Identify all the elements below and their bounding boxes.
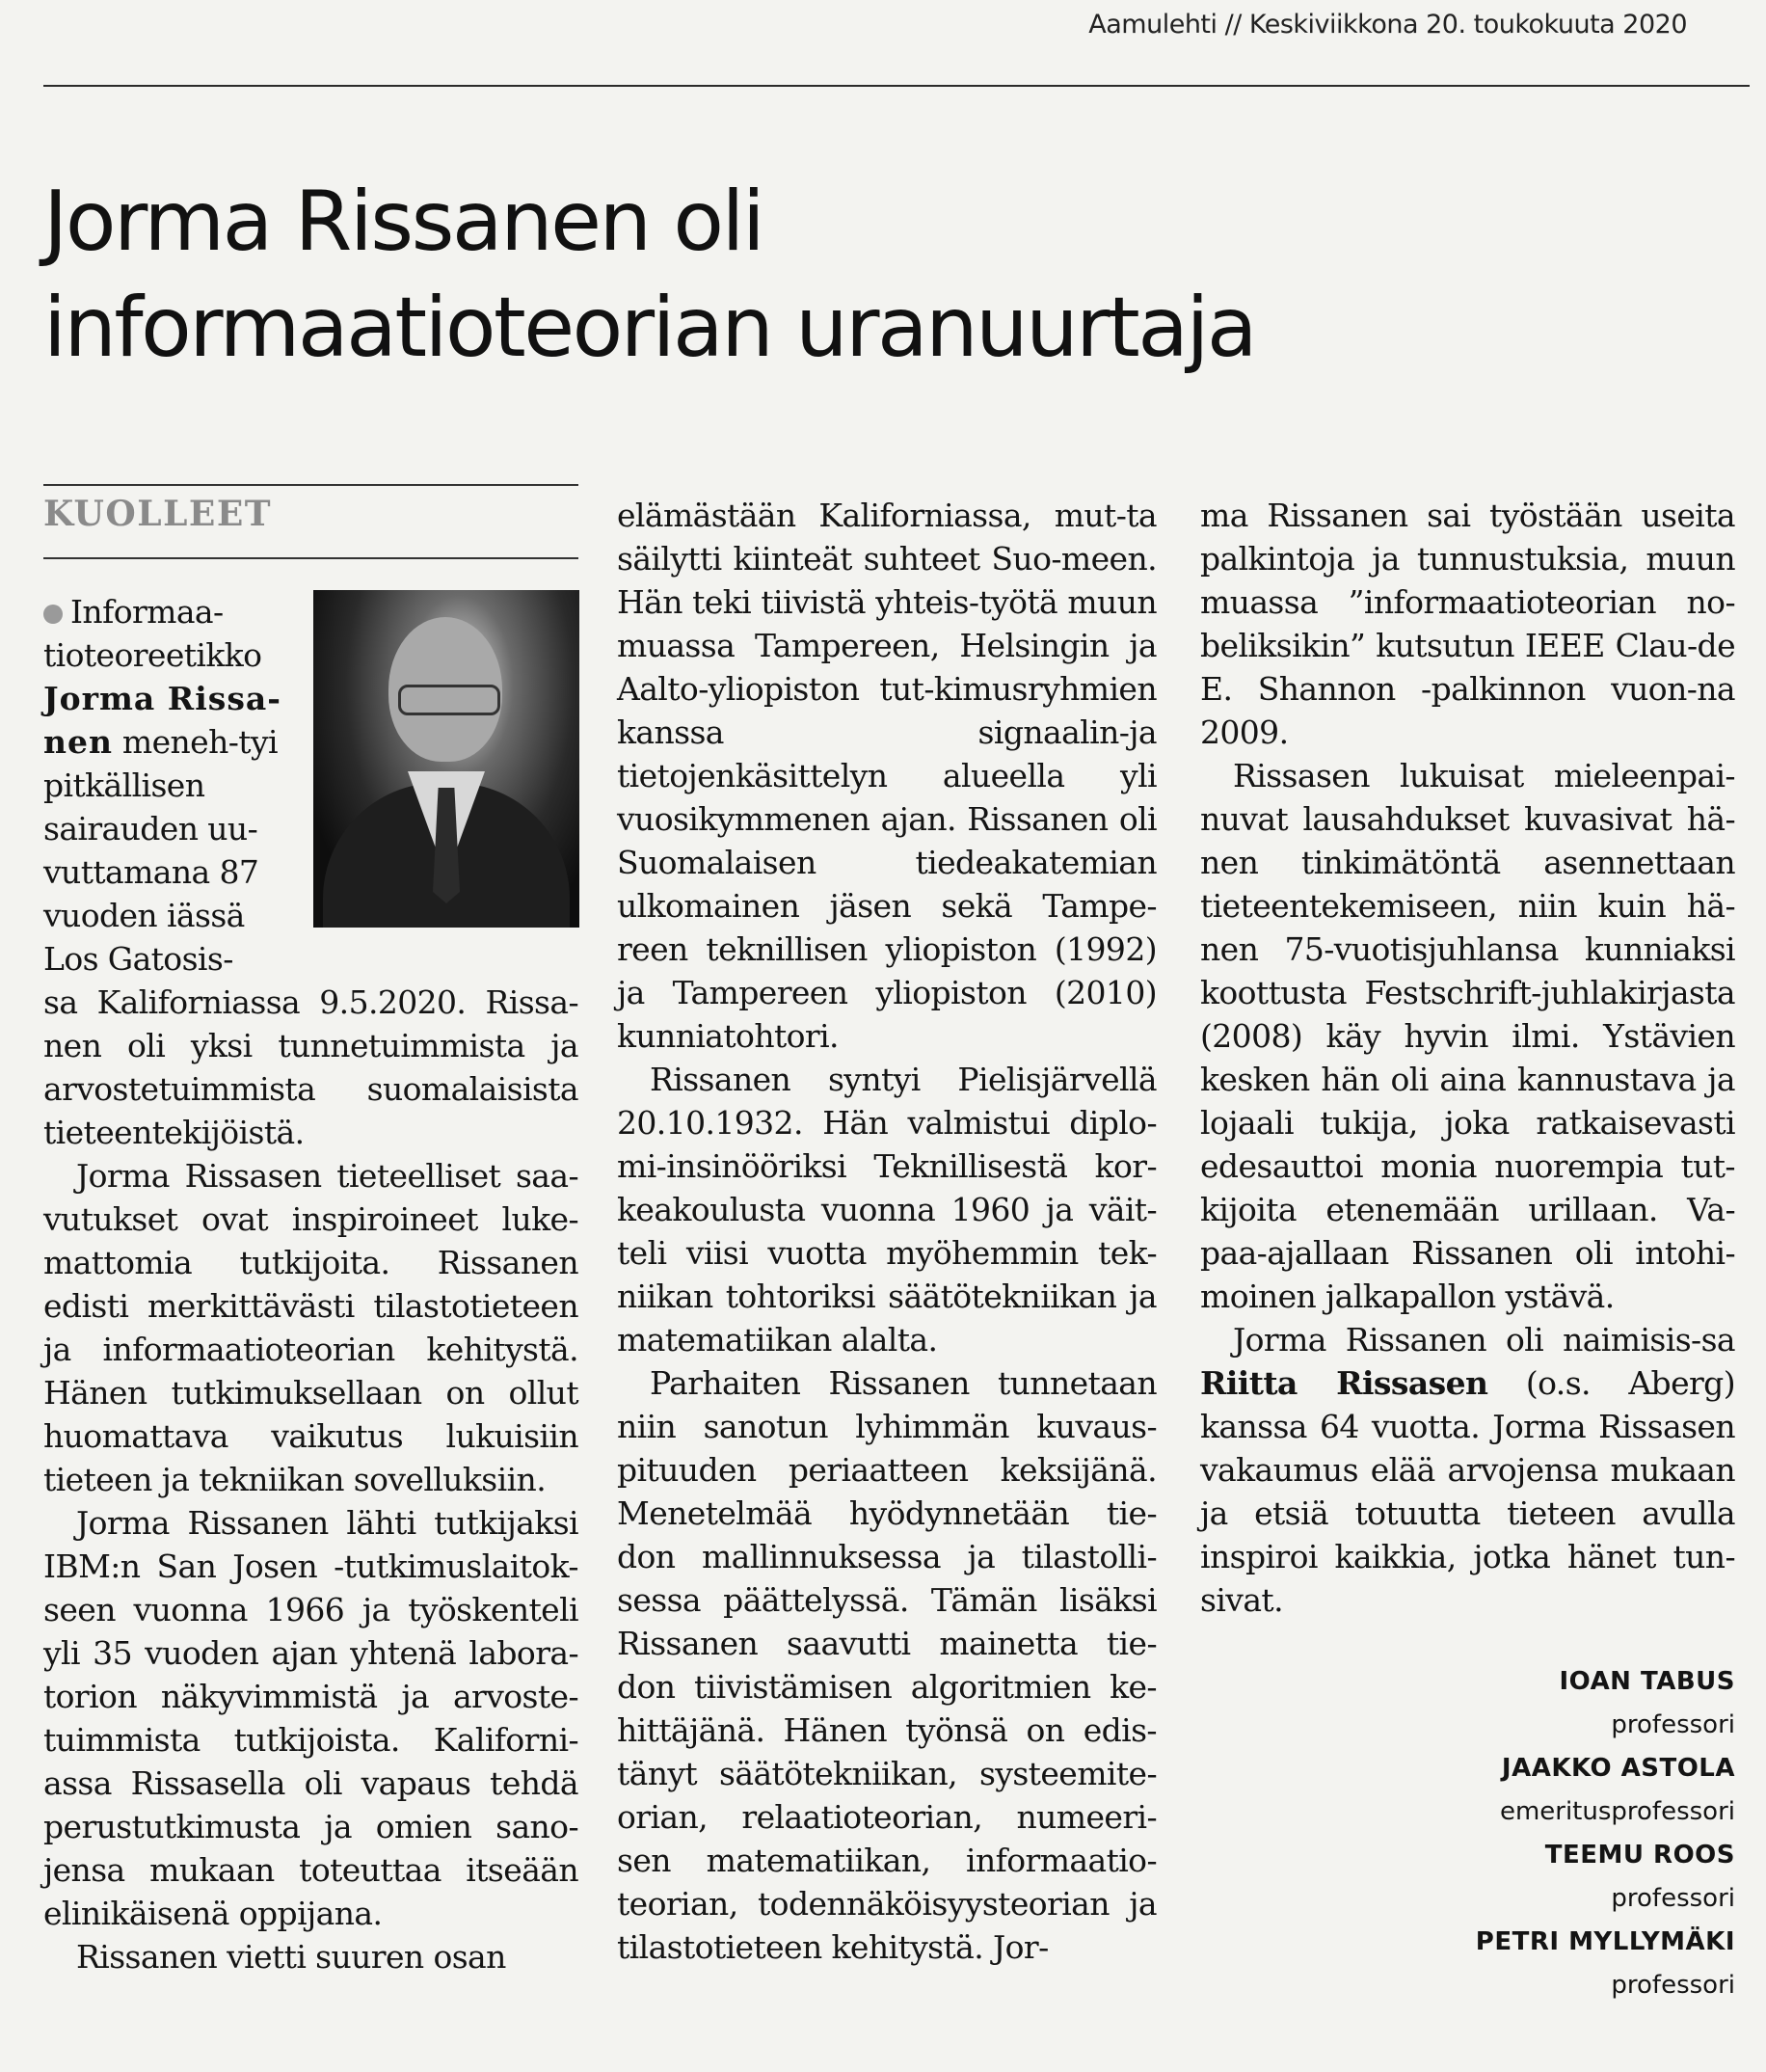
column-3 (1200, 494, 1735, 1622)
lead-name: Jorma Rissa-nen (43, 680, 281, 761)
signature-name: TEEMU ROOS (1544, 1841, 1735, 1870)
column-1 (43, 981, 578, 1978)
column-2 (617, 494, 1157, 1969)
portrait-photo (313, 590, 579, 928)
col3-p3-post: (o.s. Aberg) kanssa 64 vuotta. Jorma Rissasen vakaumus elää arvojensa mukaan ja etsiä totuutta tieteen avulla inspiroi kaikkia, jotka hänet tun-sivat. (1200, 1364, 1735, 1619)
signatures (1253, 1660, 1735, 2007)
col1-p2: Jorma Rissasen tieteelliset saa-vutukset ovat inspiroineet luke-mattomia tutkijoita. Rissanen edisti merkittävästi tilastotieteen ja informaatioteorian kehitystä. Hänen tutkimuksellaan on ollut huomattava vaikutus lukuisiin tieteen ja tekniikan sovelluksiin. (43, 1157, 578, 1498)
col3-p1: ma Rissanen sai työstään useita palkintoja ja tunnustuksia, muun muassa ”informaatioteorian no-beliksikin” kutsutun IEEE Clau-de E. Shannon -palkinnon vuon-na 2009. (1200, 497, 1735, 751)
lead-paragraph (43, 590, 304, 981)
headline-line-2: informaatioteorian uranuurtaja (43, 280, 1256, 376)
photo-glasses (398, 685, 500, 715)
lead-pre: Informaa-tioteoreetikko (43, 593, 262, 674)
section-rule-top (43, 484, 578, 486)
bullet-icon (43, 605, 63, 624)
col2-p1: elämästään Kaliforniassa, mut-ta säilytti kiinteät suhteet Suo-meen. Hän teki tiivistä yhteis-työtä muun muassa Tampereen, Helsingin ja Aalto-yliopiston tut-kimusryhmien kanssa signaalin-ja tietojenkäsittelyn alueella yli vuosikymmenen ajan. Rissanen oli Suomalaisen tiedeakatemian ulkomainen jäsen sekä Tampe-reen teknillisen yliopiston (1992) ja Tampereen yliopiston (2010) kunniatohtori. (617, 497, 1157, 1055)
col1-p4: Rissanen vietti suuren osan (76, 1938, 506, 1976)
signature-title: emeritusprofessori (1499, 1797, 1735, 1826)
signature-title: professori (1611, 1710, 1735, 1739)
lead-post: meneh-tyi pitkällisen sairauden uu-vuttamana 87 vuoden iässä Los Gatosis- (43, 723, 278, 978)
col2-p3: Parhaiten Rissanen tunnetaan niin sanotun lyhimmän kuvaus-pituuden periaatteen keksijänä. Menetelmää hyödynnetään tie-don mallinnuksessa ja tilastolli-sessa päättelyssä. Tämän lisäksi Rissanen saavutti mainetta tie-don tiivistämisen algoritmien ke-hittäjänä. Hänen työnsä on edis-tänyt säätötekniikan, systeemite-orian, relaatioteorian, numeeri-sen matematiikan, informaatio-teorian, todennäköisyysteorian ja tilastotieteen kehitystä. Jor- (617, 1364, 1157, 1966)
col3-p3-pre: Jorma Rissanen oli naimisis-sa (1233, 1321, 1735, 1359)
signature-name: IOAN TABUS (1559, 1667, 1735, 1696)
signature-title: professori (1611, 1971, 1735, 2000)
section-label: KUOLLEET (43, 494, 273, 534)
headline-line-1: Jorma Rissanen oli (43, 174, 763, 270)
masthead: Aamulehti // Keskiviikkona 20. toukokuuta 2020 (1088, 10, 1687, 40)
col3-p2: Rissasen lukuisat mieleenpai-nuvat lausahdukset kuvasivat hä-nen tinkimätöntä asennettaan tieteentekemiseen, niin kuin hä-nen 75-vuotisjuhlansa kunniaksi koottusta Festschrift-juhlakirjasta (2008) käy hyvin ilmi. Ystävien kesken hän oli aina kannustava ja lojaali tukija, joka ratkaisevasti edesauttoi monia nuorempia tut-kijoita etenemään urillaan. Va-paa-ajallaan Rissanen oli intohi-moinen jalkapallon ystävä. (1200, 757, 1735, 1315)
signature-name: PETRI MYLLYMÄKI (1475, 1927, 1735, 1956)
col1-p3: Jorma Rissanen lähti tutkijaksi IBM:n San Josen -tutkimuslaitok-seen vuonna 1966 ja työskenteli yli 35 vuoden ajan yhtenä labora-torion näkyvimmistä ja arvoste-tuimmista tutkijoista. Kaliforni-assa Rissasella oli vapaus tehdä perustutkimusta ja omien sano-jensa mukaan toteuttaa itseään elinikäisenä oppijana. (43, 1504, 578, 1932)
col2-p2: Rissanen syntyi Pielisjärvellä 20.10.1932. Hän valmistui diplo-mi-insinööriksi Teknillisestä kor-keakoulusta vuonna 1960 ja väit-teli viisi vuotta myöhemmin tek-niikan tohtoriksi säätötekniikan ja matematiikan alalta. (617, 1061, 1157, 1359)
signature-title: professori (1611, 1884, 1735, 1913)
col3-p3 (1200, 1318, 1735, 1622)
col3-p3-name: Riitta Rissasen (1200, 1364, 1488, 1402)
col1-p1-continued: sa Kaliforniassa 9.5.2020. Rissa-nen oli yksi tunnetuimmista ja arvostetuimmista suomalaisista tieteentekijöistä. (43, 983, 578, 1151)
top-rule (43, 85, 1750, 87)
signature-name: JAAKKO ASTOLA (1501, 1754, 1735, 1783)
headline (43, 169, 1740, 381)
section-rule-bottom (43, 557, 578, 559)
